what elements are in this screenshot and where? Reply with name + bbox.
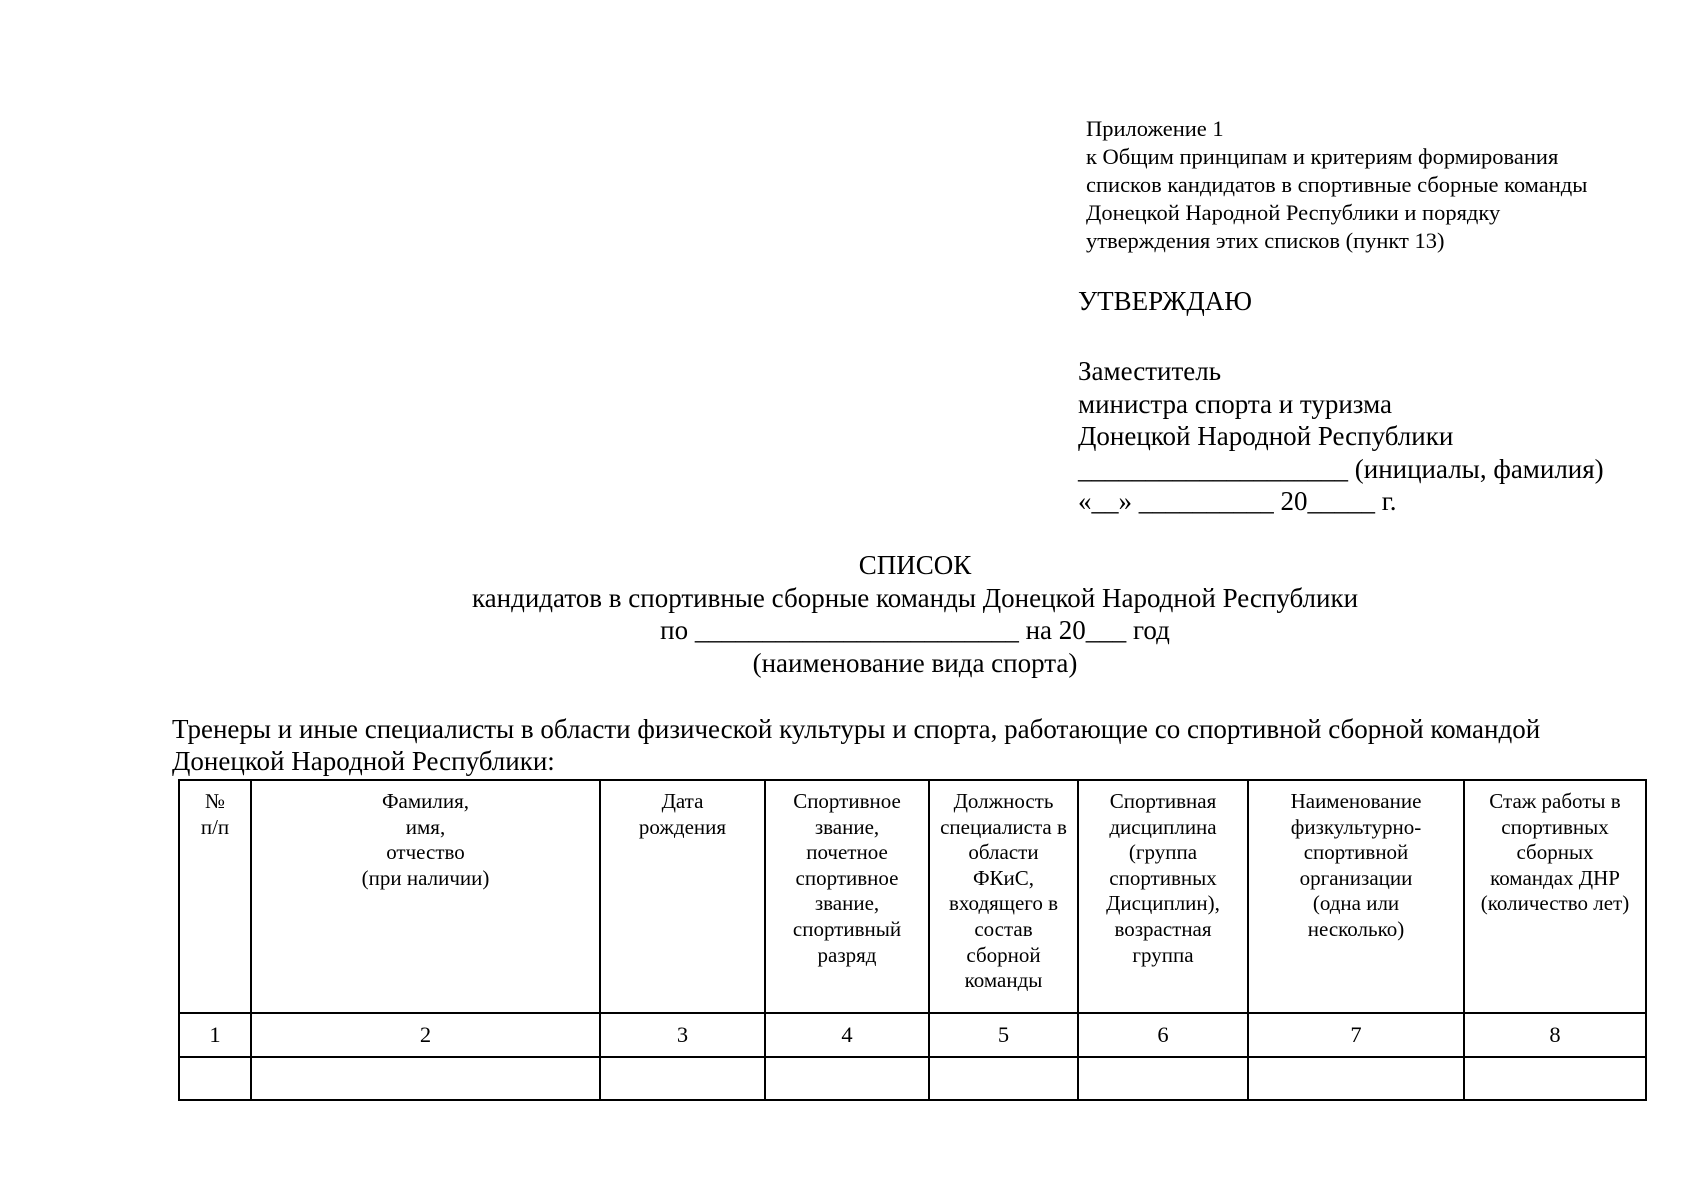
- empty-cell: [929, 1057, 1078, 1100]
- header-discipline: Спортивная дисциплина (группа спортивных Дисциплин), возрастная группа: [1106, 789, 1220, 967]
- header-birth-date: Дата рождения: [638, 789, 727, 839]
- column-number: 4: [765, 1013, 929, 1057]
- approval-line: Заместитель: [1078, 356, 1222, 386]
- document-subtitle: кандидатов в спортивные сборные команды Донецкой Народной Республики: [471, 582, 1359, 613]
- column-number: 3: [600, 1013, 765, 1057]
- header-full-name: Фамилия, имя, отчество (при наличии): [361, 789, 490, 890]
- approval-line: Донецкой Народной Республики: [1078, 421, 1454, 451]
- header-cell: [765, 780, 929, 1013]
- header-cell: [179, 780, 251, 1013]
- appendix-line: списков кандидатов в спортивные сборные команды: [1086, 172, 1588, 197]
- header-number: № п/п: [200, 789, 230, 839]
- column-number: 5: [929, 1013, 1078, 1057]
- intro-text: Тренеры и иные специалисты в области физической культуры и спорта, работающие со спортивной сборной командой Донецкой Народной Республики:: [172, 714, 1541, 776]
- header-cell: [600, 780, 765, 1013]
- empty-cell: [1464, 1057, 1646, 1100]
- header-cell: [1248, 780, 1464, 1013]
- column-number: 1: [179, 1013, 251, 1057]
- sport-line: по ________________________ на 20___ год: [660, 615, 1170, 645]
- appendix-line: Приложение 1: [1086, 116, 1224, 141]
- empty-cell: [1248, 1057, 1464, 1100]
- table-header-row: [179, 780, 1646, 1013]
- appendix-line: утверждения этих списков (пункт 13): [1086, 228, 1445, 253]
- appendix-line: к Общим принципам и критериям формирования: [1086, 144, 1559, 169]
- appendix-line: Донецкой Народной Республики и порядку: [1086, 200, 1501, 225]
- column-number: 7: [1248, 1013, 1464, 1057]
- header-position: Должность специалиста в области ФКиС, входящего в состав сборной команды: [940, 789, 1067, 993]
- column-number-row: [179, 1013, 1646, 1057]
- header-cell: [929, 780, 1078, 1013]
- signature-line: ____________________ (инициалы, фамилия): [1078, 453, 1604, 484]
- approval-line: министра спорта и туризма: [1078, 388, 1392, 419]
- column-number: 6: [1078, 1013, 1248, 1057]
- column-number: 2: [251, 1013, 600, 1057]
- header-cell: [1464, 780, 1646, 1013]
- approval-signature-block: [1078, 355, 1604, 518]
- header-sport-title: Спортивное звание, почетное спортивное звание, спортивный разряд: [792, 789, 902, 967]
- empty-cell: [179, 1057, 251, 1100]
- header-cell: [1078, 780, 1248, 1013]
- empty-cell: [765, 1057, 929, 1100]
- approval-heading: УТВЕРЖДАЮ: [1078, 286, 1253, 316]
- date-line: «__» __________ 20_____ г.: [1078, 486, 1397, 516]
- header-experience: Стаж работы в спортивных сборных командах ДНР (количество лет): [1480, 789, 1630, 916]
- column-number: 8: [1464, 1013, 1646, 1057]
- empty-cell: [600, 1057, 765, 1100]
- sport-caption: (наименование вида спорта): [752, 647, 1078, 678]
- header-cell: [251, 780, 600, 1013]
- empty-data-row: [179, 1057, 1646, 1100]
- empty-cell: [251, 1057, 600, 1100]
- candidates-table: [178, 779, 1647, 1101]
- document-title: СПИСОК: [858, 550, 972, 580]
- document-title-block: [0, 549, 1697, 679]
- header-organization: Наименование физкультурно- спортивной организации (одна или несколько): [1290, 789, 1422, 941]
- appendix-block: [1086, 115, 1686, 255]
- empty-cell: [1078, 1057, 1248, 1100]
